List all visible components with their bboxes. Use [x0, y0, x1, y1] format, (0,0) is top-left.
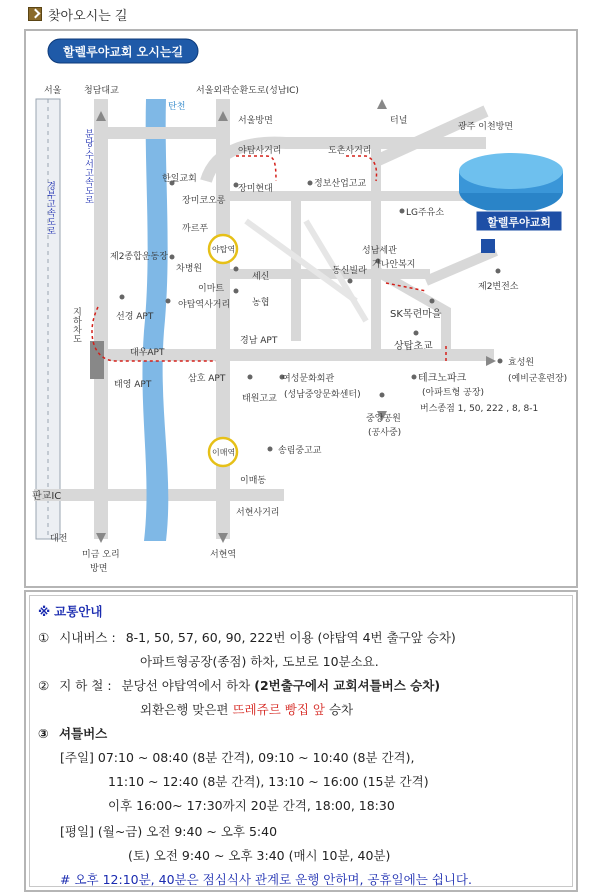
label-seoul-dir: 서울방면 [238, 116, 273, 126]
label-hyoseongwon: 효성원 [508, 358, 535, 368]
label-yatap-intersection: 야탑사거리 [238, 146, 282, 156]
label-expressway: 경부고속도로 [45, 181, 55, 235]
label-lg: LG주유소 [406, 208, 445, 218]
subway-bold: (2번출구에서 교회셔틀버스 승차) [254, 678, 441, 693]
label-jangmi-ol: 장미코오롱 [182, 196, 226, 206]
label-bundang-express: 분당·수서고속도로 [83, 129, 93, 204]
label-hanil: 한일교회 [162, 174, 197, 184]
label-dongsin: 동신빌라 [332, 266, 367, 276]
label-taeyoung1: 태영 APT [114, 380, 152, 390]
label-sesin: 세신 [252, 272, 270, 282]
map-svg [26, 31, 576, 586]
label-chabyeongwon: 차병원 [176, 264, 203, 274]
shuttle-label: 셔틀버스 [58, 726, 108, 741]
label-seohyeon-station: 서현역 [210, 550, 237, 560]
subway-label: 지 하 철 : [59, 678, 112, 693]
bus-label: 시내버스 : [59, 630, 116, 645]
label-migeum: 미금 오리 [82, 550, 120, 560]
label-daewoo: 대우APT [130, 348, 165, 358]
subway-text2a: 외환은행 맞은편 [140, 702, 229, 717]
underpass-block [90, 341, 104, 379]
subway-num: ② [38, 678, 50, 693]
label-imae-station: 이매역 [212, 448, 236, 457]
subway-text: 분당선 야탑역에서 하차 [121, 678, 251, 693]
label-imaedong: 이매동 [240, 476, 267, 486]
label-subway-underpass: 지하차도 [71, 307, 81, 343]
label-seohyeon-cross: 서현사거리 [236, 508, 280, 518]
label-carrefour: 까르푸 [182, 224, 209, 234]
label-tunnel: 터널 [390, 116, 408, 126]
church-building [459, 153, 563, 253]
label-reserve: (예비군훈련장) [508, 374, 568, 384]
label-gana: 가나안복지 [372, 260, 416, 270]
label-yatap-cross: 야탑역사거리 [178, 300, 231, 310]
directions-map [24, 29, 578, 588]
label-gyeongnam: 경남 APT [240, 336, 278, 346]
label-emart: 이마트 [198, 284, 225, 294]
label-taewon: 태원고교 [242, 394, 277, 404]
gyeongbu-expressway [36, 99, 60, 539]
label-substation: 제2변전소 [478, 282, 519, 292]
label-migeum2: 방면 [90, 564, 108, 574]
page-title: 찾아오시는 길 [48, 9, 128, 24]
label-info-hs: 정보산업고교 [314, 179, 367, 189]
shuttle-line4: [평일] (월~금) 오전 9:40 ~ 오후 5:40 [60, 824, 278, 839]
shuttle-note: # 오후 12:10분, 40분은 점심식사 관계로 운행 안하며, 공휴일에는 쉽니다. [60, 872, 472, 887]
subway-red: 뜨레쥬르 빵집 앞 [232, 702, 325, 717]
label-central-park2: (공사중) [368, 428, 402, 438]
shuttle-line5: (토) 오전 9:40 ~ 오후 3:40 (매시 10분, 40분) [128, 848, 391, 863]
label-women-hall: 여성문화회관 [282, 374, 335, 384]
page-header [24, 4, 584, 26]
label-ring-road: 서울외곽순환도로(성남IC) [196, 86, 299, 96]
heading-mark: ※ [38, 604, 51, 619]
label-seongnam-tax: 성남세관 [362, 246, 397, 256]
label-sangtap: 상탑초교 [394, 341, 433, 352]
shuttle-num: ③ [38, 726, 49, 741]
shuttle-line2: 11:10 ~ 12:40 (8분 간격), 13:10 ~ 16:00 (15분 간격) [108, 774, 429, 789]
label-jangmi-hyundai: 장미현대 [238, 184, 273, 194]
map-banner [48, 39, 198, 63]
label-seongyeong: 선경 APT [116, 312, 154, 322]
bus-text2: 아파트형공장(종점) 하차, 도보로 10분소요. [140, 654, 379, 669]
label-cheongdam: 청담대교 [84, 86, 119, 96]
label-tancheon: 탄천 [168, 102, 186, 112]
label-pangyo: 판교IC [32, 491, 62, 502]
label-nonghyup: 농협 [252, 298, 270, 308]
label-sk: SK목련마을 [390, 309, 442, 320]
label-daejeon: 대전 [50, 534, 68, 544]
banner-text: 할렐루야교회 오시는길 [62, 45, 184, 59]
bundang-suseo-road [94, 99, 108, 539]
label-yatap-station: 야탑역 [212, 245, 236, 254]
label-songrim: 송림중고교 [278, 446, 322, 456]
info-heading: 교통안내 [54, 604, 103, 619]
shuttle-line1: [주일] 07:10 ~ 08:40 (8분 간격), 09:10 ~ 10:40 (8분 간격), [60, 750, 415, 765]
label-techno: 테크노파크 [418, 373, 467, 384]
label-bus-stop: 버스종점 1, 50, 222 , 8, 8-1 [420, 404, 539, 414]
label-seoul: 서울 [44, 86, 62, 96]
shuttle-line3: 이후 16:00~ 17:30까지 20분 간격, 18:00, 18:30 [108, 798, 395, 813]
label-techno2: (아파트형 공장) [422, 388, 485, 398]
transport-info-box [24, 590, 578, 892]
bus-text: 8-1, 50, 57, 60, 90, 222번 이용 (야탑역 4번 출구앞 승차) [125, 630, 456, 645]
church-label: 할렐루야교회 [487, 216, 551, 229]
subway-text2b: 승차 [328, 702, 354, 717]
label-central-park: 중앙공원 [366, 414, 401, 424]
label-women-hall2: (성남중앙문화센터) [284, 390, 361, 400]
label-docheon-intersection: 도촌사거리 [328, 146, 372, 156]
bus-num: ① [38, 630, 50, 645]
label-hospital2: 제2종합운동장 [110, 252, 168, 262]
label-gwangju: 광주 이천방면 [458, 122, 514, 132]
checkbox-bullet-icon [28, 7, 42, 21]
label-samho: 삼호 APT [188, 374, 226, 384]
